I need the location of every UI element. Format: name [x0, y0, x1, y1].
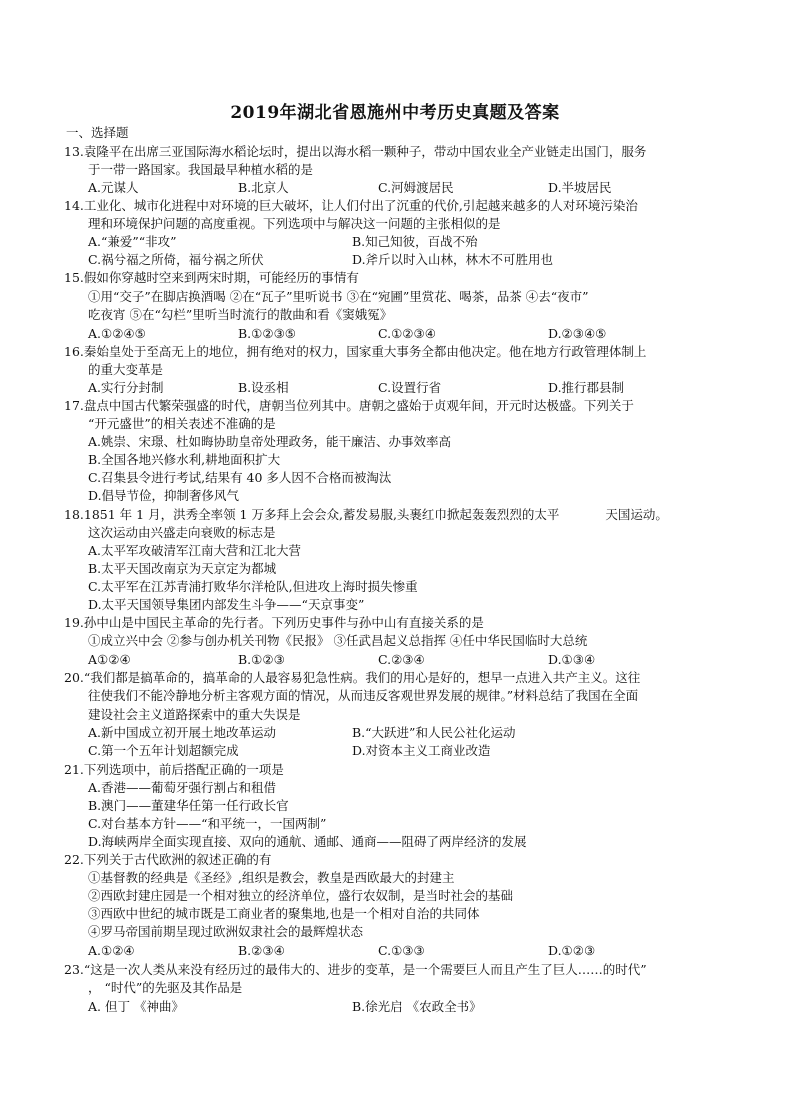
- question-17-option-b: B.全国各地兴修水利,耕地面积扩大: [88, 452, 281, 467]
- question-16-option-c: C.设置行省: [378, 380, 442, 395]
- question-15-option-a: A.①②④⑤: [88, 326, 146, 341]
- question-21-option-c: C.对台基本方针——“和平统一，一国两制”: [88, 816, 327, 831]
- question-13-option-a: A.元谋人: [88, 180, 139, 195]
- question-13-line-2: 于一带一路国家。我国最早种植水稻的是: [88, 162, 314, 177]
- question-16-option-d: D.推行郡县制: [548, 380, 625, 395]
- question-22-statement-4: ④罗马帝国前期呈现过欧洲奴隶社会的最辉煌状态: [88, 924, 364, 939]
- question-19-line-2: ①成立兴中会 ②参与创办机关刊物《民报》 ③任武昌起义总指挥 ④任中华民国临时大总统: [88, 633, 588, 648]
- question-15-line-3: 吃夜宵 ⑤在“勾栏”里听当时流行的散曲和看《窦娥冤》: [88, 307, 393, 322]
- question-19-line-1: 19.孙中山是中国民主革命的先行者。下列历史事件与孙中山有直接关系的是: [64, 615, 484, 630]
- question-18-option-b: B.太平天国改南京为天京定为都城: [88, 561, 277, 576]
- question-23-line-2: ， “时代”的先驱及其作品是: [88, 980, 243, 995]
- question-16-option-a: A.实行分封制: [88, 380, 164, 395]
- question-22-line-1: 22.下列关于古代欧洲的叙述正确的有: [64, 852, 272, 867]
- question-13-option-b: B.北京人: [238, 180, 289, 195]
- question-15-option-c: C.①②③④: [378, 326, 436, 341]
- question-17-option-c: C.召集县令进行考试,结果有 40 多人因不合格而被淘汰: [88, 470, 392, 485]
- question-13-option-c: C.河姆渡居民: [378, 180, 454, 195]
- question-20-line-3: 建设社会主义道路探索中的重大失误是: [88, 707, 301, 722]
- question-19-option-a: A①②④: [88, 652, 131, 667]
- question-18-line-2: 这次运动由兴盛走向衰败的标志是: [88, 525, 276, 540]
- question-22-option-d: D.①②③: [548, 943, 596, 958]
- question-22-statement-2: ②西欧封建庄园是一个相对独立的经济单位，盛行农奴制，是当时社会的基础: [88, 888, 514, 903]
- question-15-option-d: D.②③④⑤: [548, 326, 607, 341]
- question-19-option-c: C.②③④: [378, 652, 425, 667]
- question-21-option-a: A.香港——葡萄牙强行割占和租借: [88, 780, 277, 795]
- question-22-statement-1: ①基督教的经典是《圣经》,组织是教会，教皇是西欧最大的封建主: [88, 870, 455, 885]
- question-15-option-b: B.①②③⑤: [238, 326, 296, 341]
- question-23-line-1: 23.“这是一次人类从来没有经历过的最伟大的、进步的变革，是一个需要巨人而且产生了巨人……的时代”: [64, 962, 647, 977]
- question-23-option-b: B.徐光启 《农政全书》: [352, 999, 482, 1014]
- question-20-option-c: C.第一个五年计划超额完成: [88, 743, 239, 758]
- question-14-line-2: 理和环境保护问题的高度重视。下列选项中与解决这一问题的主张相似的是: [88, 216, 501, 231]
- question-13-option-d: D.半坡居民: [548, 180, 612, 195]
- question-15-line-2: ①用“交子”在脚店换酒喝 ②在“瓦子”里听说书 ③在“宛圃”里赏花、喝茶，品茶 ④去“夜市”: [88, 289, 589, 304]
- question-18-option-a: A.太平军攻破清军江南大营和江北大营: [88, 543, 302, 558]
- question-23-option-a: A. 但丁 《神曲》: [88, 999, 184, 1014]
- question-19-option-b: B.①②③: [238, 652, 285, 667]
- question-22-option-a: A.①②④: [88, 943, 135, 958]
- question-17-option-d: D.倡导节俭，抑制奢侈风气: [88, 488, 240, 503]
- question-21-line-1: 21.下列选项中，前后搭配正确的一项是: [64, 762, 284, 777]
- question-14-option-a: A.“兼爱”“非攻”: [88, 234, 177, 249]
- question-14-option-b: B.知己知彼，百战不殆: [352, 234, 478, 249]
- question-18-option-c: C.太平军在江苏青浦打败华尔洋枪队,但进攻上海时损失惨重: [88, 579, 418, 594]
- question-22-option-b: B.②③④: [238, 943, 285, 958]
- question-14-option-c: C.祸兮福之所倚，福兮祸之所伏: [88, 252, 264, 267]
- question-20-option-d: D.对资本主义工商业改造: [352, 743, 491, 758]
- section-heading: 一、选择题: [66, 125, 129, 140]
- question-22-statement-3: ③西欧中世纪的城市既是工商业者的聚集地,也是一个相对自治的共同体: [88, 906, 480, 921]
- question-18-line-1-part-1: 18.1851 年 1 月，洪秀全率领 1 万多拜上会会众,蓄发易服,头裹红巾掀起轰轰烈烈的太平: [64, 507, 560, 522]
- question-14-line-1: 14.工业化、城市化进程中对环境的巨大破坏，让人们付出了沉重的代价,引起越来越多的人对环境污染治: [64, 198, 638, 213]
- question-14-option-d: D.斧斤以时入山林，林木不可胜用也: [352, 252, 554, 267]
- question-15-line-1: 15.假如你穿越时空来到两宋时期，可能经历的事情有: [64, 270, 359, 285]
- question-17-line-2: “开元盛世”的相关表述不准确的是: [88, 416, 276, 431]
- question-19-option-d: D.①③④: [548, 652, 596, 667]
- question-18-option-d: D.太平天国领导集团内部发生斗争——“天京事变”: [88, 597, 365, 612]
- question-20-line-1: 20.“我们都是搞革命的，搞革命的人最容易犯急性病。我们的用心是好的，想早一点进入共产主义。这往: [64, 670, 641, 685]
- question-18-line-1-part-2: 天国运动。: [605, 507, 668, 522]
- question-22-option-c: C.①③③: [378, 943, 425, 958]
- question-16-line-2: 的重大变革是: [88, 362, 164, 377]
- question-21-option-d: D.海峡两岸全面实现直接、双向的通航、通邮、通商——阻碍了两岸经济的发展: [88, 834, 527, 849]
- question-17-line-1: 17.盘点中国古代繁荣强盛的时代，唐朝当位列其中。唐朝之盛始于贞观年间，开元时达极盛。下列关于: [64, 398, 634, 413]
- page-title: 2019年湖北省恩施州中考历史真题及答案: [230, 103, 560, 123]
- question-21-option-b: B.澳门——董建华任第一任行政长官: [88, 798, 289, 813]
- question-13-line-1: 13.袁隆平在出席三亚国际海水稻论坛时，提出以海水稻一颗种子，带动中国农业全产业链走出国门，服务: [64, 144, 647, 159]
- question-17-option-a: A.姚崇、宋璟、杜如晦协助皇帝处理政务，能干廉洁、办事效率高: [88, 434, 452, 449]
- question-18-line-1: [64, 506, 668, 524]
- question-20-option-a: A.新中国成立初开展土地改革运动: [88, 725, 277, 740]
- question-16-option-b: B.设丞相: [238, 380, 289, 395]
- question-20-line-2: 往使我们不能冷静地分析主客观方面的情况，从而违反客观世界发展的规律。”材料总结了我国在全面: [88, 688, 639, 703]
- question-16-line-1: 16.秦始皇处于至高无上的地位，拥有绝对的权力，国家重大事务全都由他决定。他在地方行政管理体制上: [64, 344, 647, 359]
- question-20-option-b: B.“大跃进”和人民公社化运动: [352, 725, 516, 740]
